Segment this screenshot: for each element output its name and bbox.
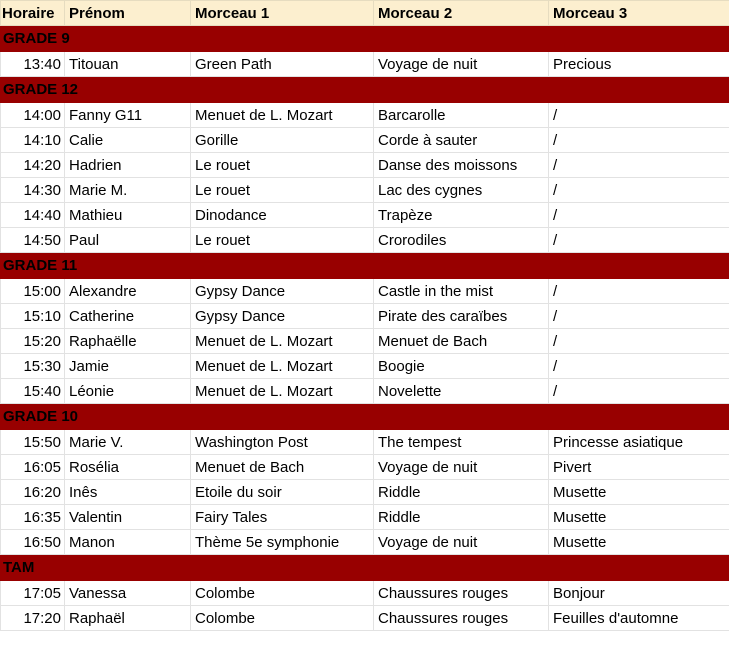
piece-2-cell[interactable]: Chaussures rouges (374, 581, 549, 606)
table-row (1, 530, 729, 555)
piece-3-cell[interactable]: / (549, 228, 729, 253)
piece-2-cell[interactable]: Crorodiles (374, 228, 549, 253)
table-row (1, 505, 729, 530)
table-row (1, 153, 729, 178)
table-row (1, 354, 729, 379)
time-cell[interactable]: 17:20 (1, 606, 65, 631)
piece-2-cell[interactable]: Boogie (374, 354, 549, 379)
piece-1-cell[interactable]: Colombe (191, 606, 374, 631)
piece-3-cell[interactable]: Musette (549, 505, 729, 530)
piece-1-cell[interactable]: Menuet de L. Mozart (191, 103, 374, 128)
table-row (1, 178, 729, 203)
header-cell-morceau-2[interactable]: Morceau 2 (374, 1, 549, 26)
piece-3-cell[interactable]: / (549, 153, 729, 178)
piece-3-cell[interactable]: / (549, 329, 729, 354)
piece-3-cell[interactable]: / (549, 128, 729, 153)
table-row (1, 606, 729, 631)
time-cell[interactable]: 17:05 (1, 581, 65, 606)
time-cell[interactable]: 16:35 (1, 505, 65, 530)
section-row (1, 253, 729, 279)
piece-3-cell[interactable]: / (549, 304, 729, 329)
piece-2-cell[interactable]: Castle in the mist (374, 279, 549, 304)
name-cell[interactable]: Marie V. (65, 430, 191, 455)
piece-1-cell[interactable]: Menuet de L. Mozart (191, 354, 374, 379)
piece-3-cell[interactable]: / (549, 279, 729, 304)
piece-2-cell[interactable]: Lac des cygnes (374, 178, 549, 203)
table-row (1, 581, 729, 606)
time-cell[interactable]: 15:40 (1, 379, 65, 404)
table-row (1, 480, 729, 505)
time-cell[interactable]: 13:40 (1, 52, 65, 77)
piece-1-cell[interactable]: Gypsy Dance (191, 304, 374, 329)
time-cell[interactable]: 15:00 (1, 279, 65, 304)
piece-1-cell[interactable]: Green Path (191, 52, 374, 77)
name-cell[interactable]: Raphaëlle (65, 329, 191, 354)
header-row (1, 1, 729, 26)
piece-1-cell[interactable]: Gypsy Dance (191, 279, 374, 304)
time-cell[interactable]: 14:30 (1, 178, 65, 203)
table-row (1, 203, 729, 228)
name-cell[interactable]: Léonie (65, 379, 191, 404)
piece-3-cell[interactable]: Precious (549, 52, 729, 77)
piece-1-cell[interactable]: Gorille (191, 128, 374, 153)
section-row (1, 555, 729, 581)
piece-1-cell[interactable]: Thème 5e symphonie (191, 530, 374, 555)
table-row (1, 279, 729, 304)
header-cell-horaire[interactable]: Horaire (1, 1, 65, 26)
time-cell[interactable]: 14:00 (1, 103, 65, 128)
piece-1-cell[interactable]: Le rouet (191, 228, 374, 253)
name-cell[interactable]: Jamie (65, 354, 191, 379)
piece-2-cell[interactable]: Riddle (374, 480, 549, 505)
section-row (1, 404, 729, 430)
piece-2-cell[interactable]: Corde à sauter (374, 128, 549, 153)
section-title[interactable]: GRADE 10 (1, 404, 729, 430)
time-cell[interactable]: 14:20 (1, 153, 65, 178)
name-cell[interactable]: Manon (65, 530, 191, 555)
name-cell[interactable]: Alexandre (65, 279, 191, 304)
piece-3-cell[interactable]: / (549, 379, 729, 404)
piece-1-cell[interactable]: Menuet de Bach (191, 455, 374, 480)
piece-1-cell[interactable]: Fairy Tales (191, 505, 374, 530)
piece-3-cell[interactable]: Feuilles d'automne (549, 606, 729, 631)
name-cell[interactable]: Fanny G11 (65, 103, 191, 128)
piece-3-cell[interactable]: Musette (549, 530, 729, 555)
time-cell[interactable]: 14:50 (1, 228, 65, 253)
name-cell[interactable]: Vanessa (65, 581, 191, 606)
name-cell[interactable]: Catherine (65, 304, 191, 329)
piece-2-cell[interactable]: Chaussures rouges (374, 606, 549, 631)
name-cell[interactable]: Valentin (65, 505, 191, 530)
name-cell[interactable]: Rosélia (65, 455, 191, 480)
name-cell[interactable]: Marie M. (65, 178, 191, 203)
name-cell[interactable]: Paul (65, 228, 191, 253)
section-title[interactable]: GRADE 11 (1, 253, 729, 279)
time-cell[interactable]: 16:05 (1, 455, 65, 480)
name-cell[interactable]: Inês (65, 480, 191, 505)
table-row (1, 52, 729, 77)
piece-3-cell[interactable]: Musette (549, 480, 729, 505)
schedule-body (1, 26, 729, 631)
piece-3-cell[interactable]: / (549, 354, 729, 379)
header-cell-prenom[interactable]: Prénom (65, 1, 191, 26)
time-cell[interactable]: 15:10 (1, 304, 65, 329)
piece-2-cell[interactable]: Menuet de Bach (374, 329, 549, 354)
piece-2-cell[interactable]: Danse des moissons (374, 153, 549, 178)
piece-2-cell[interactable]: Riddle (374, 505, 549, 530)
piece-2-cell[interactable]: Barcarolle (374, 103, 549, 128)
piece-2-cell[interactable]: Trapèze (374, 203, 549, 228)
section-row (1, 77, 729, 103)
header-cell-morceau-1[interactable]: Morceau 1 (191, 1, 374, 26)
piece-1-cell[interactable]: Le rouet (191, 178, 374, 203)
piece-1-cell[interactable]: Colombe (191, 581, 374, 606)
piece-1-cell[interactable]: Menuet de L. Mozart (191, 379, 374, 404)
piece-3-cell[interactable]: / (549, 178, 729, 203)
table-row (1, 329, 729, 354)
piece-2-cell[interactable]: Novelette (374, 379, 549, 404)
piece-3-cell[interactable]: Princesse asiatique (549, 430, 729, 455)
time-cell[interactable]: 16:50 (1, 530, 65, 555)
time-cell[interactable]: 14:10 (1, 128, 65, 153)
name-cell[interactable]: Hadrien (65, 153, 191, 178)
section-title[interactable]: TAM (1, 555, 729, 581)
table-row (1, 228, 729, 253)
piece-3-cell[interactable]: Bonjour (549, 581, 729, 606)
piece-1-cell[interactable]: Le rouet (191, 153, 374, 178)
section-row (1, 26, 729, 52)
piece-3-cell[interactable]: Pivert (549, 455, 729, 480)
name-cell[interactable]: Titouan (65, 52, 191, 77)
table-row (1, 304, 729, 329)
piece-2-cell[interactable]: Voyage de nuit (374, 530, 549, 555)
piece-1-cell[interactable]: Etoile du soir (191, 480, 374, 505)
piece-1-cell[interactable]: Menuet de L. Mozart (191, 329, 374, 354)
piece-2-cell[interactable]: Pirate des caraïbes (374, 304, 549, 329)
time-cell[interactable]: 15:50 (1, 430, 65, 455)
piece-2-cell[interactable]: The tempest (374, 430, 549, 455)
header-cell-morceau-3[interactable]: Morceau 3 (549, 1, 729, 26)
section-title[interactable]: GRADE 12 (1, 77, 729, 103)
name-cell[interactable]: Mathieu (65, 203, 191, 228)
piece-2-cell[interactable]: Voyage de nuit (374, 455, 549, 480)
table-row (1, 379, 729, 404)
time-cell[interactable]: 14:40 (1, 203, 65, 228)
table-row (1, 128, 729, 153)
piece-2-cell[interactable]: Voyage de nuit (374, 52, 549, 77)
piece-1-cell[interactable]: Washington Post (191, 430, 374, 455)
time-cell[interactable]: 15:30 (1, 354, 65, 379)
table-row (1, 455, 729, 480)
section-title[interactable]: GRADE 9 (1, 26, 729, 52)
piece-1-cell[interactable]: Dinodance (191, 203, 374, 228)
table-row (1, 103, 729, 128)
name-cell[interactable]: Raphaël (65, 606, 191, 631)
piece-3-cell[interactable]: / (549, 203, 729, 228)
time-cell[interactable]: 16:20 (1, 480, 65, 505)
name-cell[interactable]: Calie (65, 128, 191, 153)
piece-3-cell[interactable]: / (549, 103, 729, 128)
time-cell[interactable]: 15:20 (1, 329, 65, 354)
table-row (1, 430, 729, 455)
